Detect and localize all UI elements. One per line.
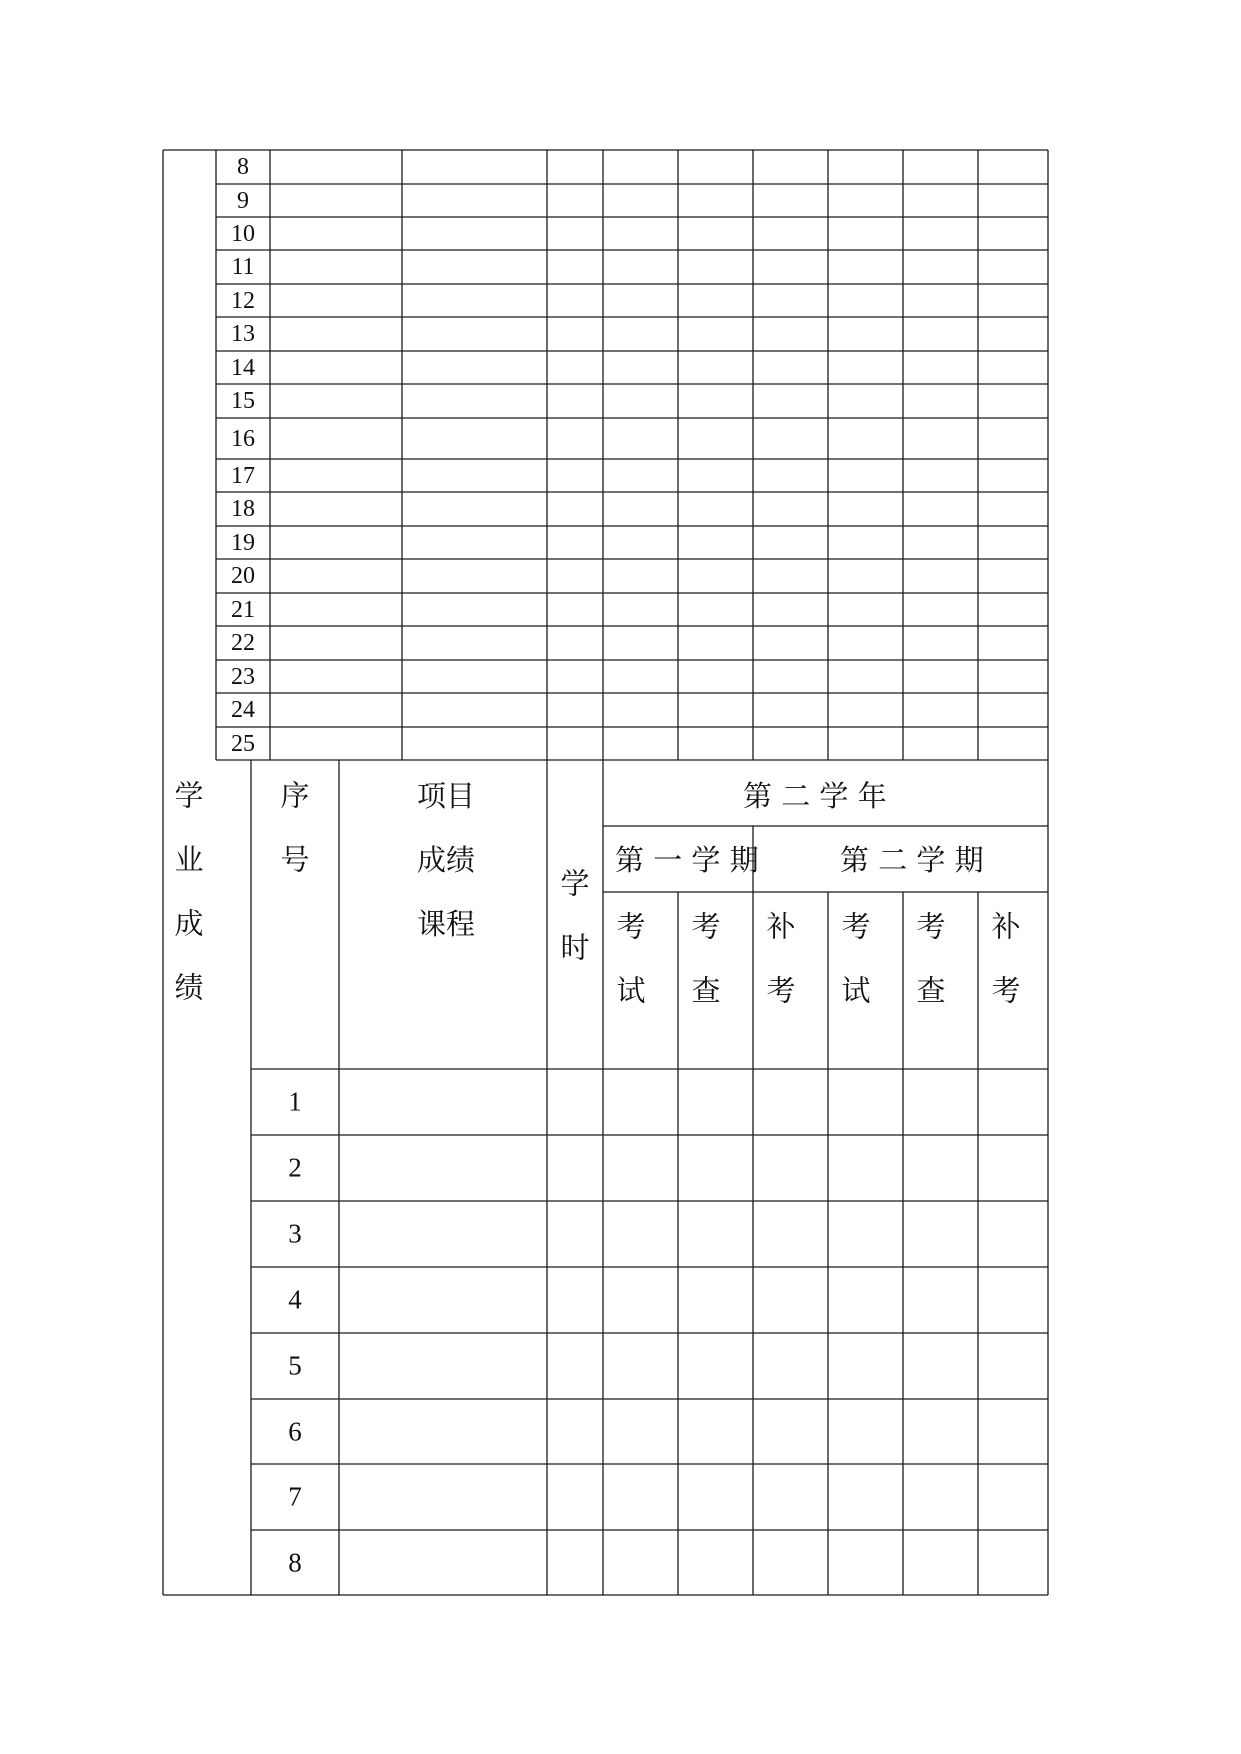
section-label-academic-results-char: 绩 [174,970,204,1005]
sub-header-4-char: 试 [841,973,871,1008]
section-label-academic-results-char: 业 [174,842,204,877]
semester-2-label: 第 二 学 期 [840,843,984,877]
seq-label-char: 序 [280,778,310,813]
sub-header-1-char: 试 [616,973,646,1008]
lower-row-number: 1 [288,1086,302,1117]
seq-label-char: 号 [280,842,310,877]
upper-row-number: 18 [231,496,255,522]
lower-row-number: 5 [288,1350,302,1381]
upper-row-number: 9 [237,187,249,214]
hours-label-char: 时 [560,930,590,965]
upper-row-number: 19 [231,529,255,556]
upper-row-number: 10 [231,220,255,247]
lower-row-number: 2 [288,1152,302,1183]
sub-header-5-char: 查 [916,973,946,1008]
section-label-academic-results-char: 成 [174,906,204,941]
upper-row-number: 17 [231,462,255,489]
upper-row-number: 15 [231,388,255,414]
upper-row-number: 20 [231,563,255,589]
upper-row-number: 12 [231,287,255,314]
sub-header-1-char: 考 [616,909,646,944]
upper-row-number: 8 [237,154,249,180]
upper-row-number: 22 [231,630,255,656]
hours-label-char: 学 [560,866,590,901]
sub-header-6-char: 补 [991,909,1021,944]
item-header-score: 成绩 [417,843,476,877]
lower-row-number: 4 [288,1284,302,1315]
upper-row-number: 24 [231,697,255,723]
upper-row-number: 25 [231,730,255,757]
sub-header-5-char: 考 [916,909,946,944]
upper-row-number: 21 [231,596,255,623]
section-label-academic-results-char: 学 [174,778,204,813]
upper-row-number: 14 [231,354,255,381]
upper-row-number: 16 [231,425,255,452]
sub-header-6-char: 考 [991,973,1021,1008]
sub-header-3-char: 补 [766,909,796,944]
sub-header-2-char: 考 [691,909,721,944]
lower-row-number: 7 [288,1481,302,1512]
upper-row-number: 13 [231,321,255,347]
item-header-course: 课程 [417,907,476,941]
year-title: 第 二 学 年 [743,779,887,813]
upper-row-number: 11 [231,254,255,280]
item-header-project: 项目 [417,779,476,813]
sub-header-3-char: 考 [766,973,796,1008]
lower-row-number: 6 [288,1416,302,1446]
sub-header-2-char: 查 [691,973,721,1008]
sub-header-4-char: 考 [841,909,871,944]
lower-row-number: 3 [288,1218,302,1249]
semester-1-label: 第 一 学 期 [615,843,759,877]
lower-row-number: 8 [288,1547,302,1577]
upper-row-number: 23 [231,663,255,690]
